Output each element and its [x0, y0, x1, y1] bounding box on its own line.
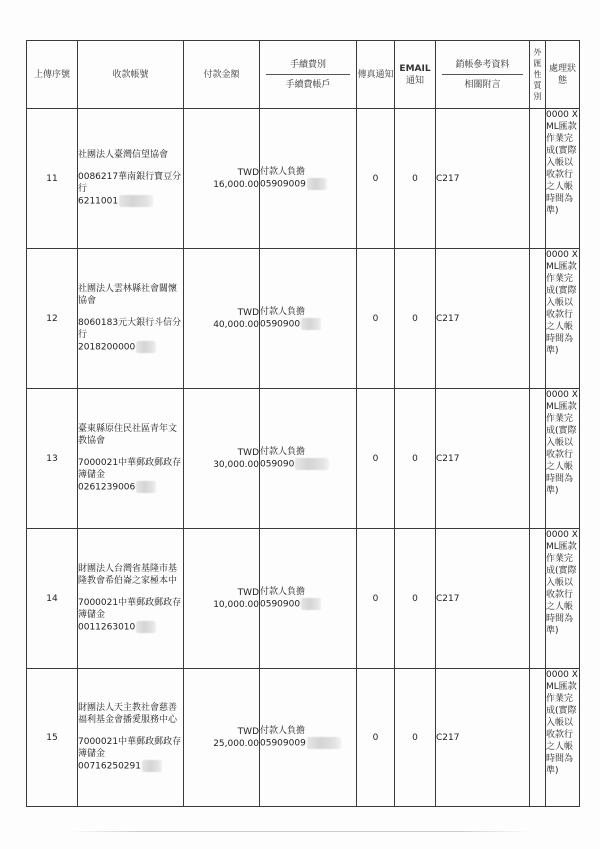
- status-cell: 0000 XML匯款作業完成(實際入帳以收款行之人帳時間為準): [546, 669, 580, 807]
- email-cell: 0: [395, 109, 436, 249]
- foreign-cell: [530, 109, 546, 249]
- fee-cell: [260, 669, 357, 807]
- payee-bank: 8060183元大銀行斗信分行: [78, 318, 182, 341]
- amount-cell: [184, 389, 260, 529]
- redaction-mark: [142, 760, 162, 772]
- header-foreign: 外匯性質別: [530, 41, 546, 109]
- payee-account: 0261239006: [78, 482, 136, 493]
- amount: 30,000.00: [213, 459, 259, 470]
- amount-cell: [184, 109, 260, 249]
- payee-bank: 7000021中華郵政郵政存簿儲金: [78, 598, 182, 621]
- ref-cell: C217: [436, 529, 530, 669]
- payee-account-line: [78, 621, 183, 634]
- email-cell: 0: [395, 529, 436, 669]
- payee-name: 社團法人雲林縣社會關懷協會: [78, 284, 178, 307]
- payee-cell: [78, 249, 184, 389]
- header-email-top: EMAIL: [399, 63, 431, 74]
- payee-account: 00716250291: [78, 761, 141, 772]
- redaction-mark: [301, 318, 321, 330]
- payee-bank: 7000021中華郵政郵政存簿儲金: [78, 458, 182, 481]
- foreign-cell: [530, 389, 546, 529]
- header-seq: 上傳序號: [27, 41, 78, 109]
- currency: TWD: [237, 447, 259, 458]
- fee-account-line: [260, 737, 356, 750]
- redaction-mark: [136, 621, 156, 633]
- payee-account-line: [78, 760, 183, 773]
- header-row: [27, 41, 580, 109]
- fee-cell: [260, 529, 357, 669]
- email-cell: 0: [395, 389, 436, 529]
- fax-cell: 0: [357, 249, 395, 389]
- fax-cell: 0: [357, 529, 395, 669]
- fee-type: 付款人負擔: [260, 167, 306, 178]
- remittance-table: [26, 40, 580, 807]
- currency: TWD: [237, 307, 259, 318]
- fee-type: 付款人負擔: [260, 307, 306, 318]
- amount-cell: [184, 249, 260, 389]
- payee-cell: [78, 669, 184, 807]
- scan-edge-line: [70, 831, 530, 832]
- fee-account: 05909009: [260, 738, 306, 749]
- status-cell: 0000 XML匯款作業完成(實際入帳以收款行之人帳時間為準): [546, 109, 580, 249]
- fee-account-line: [260, 458, 356, 471]
- header-account: 收款帳號: [78, 41, 184, 109]
- fee-account-line: [260, 318, 356, 331]
- payee-name: 財團法人天主教社會慈善福利基金會播愛服務中心: [78, 703, 178, 726]
- header-ref: [436, 41, 530, 109]
- table-row: [27, 389, 580, 529]
- fee-account-line: [260, 178, 356, 191]
- fee-cell: [260, 109, 357, 249]
- payee-account: 2018200000: [78, 342, 136, 353]
- table-row: [27, 529, 580, 669]
- payee-account: 6211001: [78, 196, 119, 207]
- header-fee-account: 手續費帳戶: [285, 79, 331, 90]
- redaction-mark: [136, 341, 156, 353]
- currency: TWD: [237, 587, 259, 598]
- amount: 40,000.00: [213, 319, 259, 330]
- table-row: [27, 669, 580, 807]
- status-cell: 0000 XML匯款作業完成(實際入帳以收款行之人帳時間為準): [546, 249, 580, 389]
- redaction-mark: [295, 458, 329, 470]
- amount: 16,000.00: [213, 179, 259, 190]
- ref-cell: C217: [436, 249, 530, 389]
- foreign-cell: [530, 669, 546, 807]
- fee-type: 付款人負擔: [260, 447, 306, 458]
- payee-account-line: [78, 195, 183, 208]
- seq-cell: 13: [27, 389, 78, 529]
- header-ref-bottom: 相關附言: [464, 79, 501, 90]
- table-row: [27, 109, 580, 249]
- foreign-cell: [530, 249, 546, 389]
- fax-cell: 0: [357, 109, 395, 249]
- seq-cell: 12: [27, 249, 78, 389]
- header-status: 處理狀態: [546, 41, 580, 109]
- payee-account-line: [78, 481, 183, 494]
- payee-account: 0011263010: [78, 622, 136, 633]
- fee-type: 付款人負擔: [260, 726, 306, 737]
- payee-account-line: [78, 341, 183, 354]
- seq-cell: 11: [27, 109, 78, 249]
- payee-cell: [78, 389, 184, 529]
- status-cell: 0000 XML匯款作業完成(實際入帳以收款行之人帳時間為準): [546, 389, 580, 529]
- redaction-mark: [307, 737, 341, 749]
- fee-cell: [260, 249, 357, 389]
- redaction-mark: [119, 195, 153, 207]
- currency: TWD: [237, 726, 259, 737]
- ref-cell: C217: [436, 669, 530, 807]
- fee-account: 0590900: [260, 599, 301, 610]
- header-email: [395, 41, 436, 109]
- payee-bank: 7000021中華郵政郵政存簿儲金: [78, 737, 182, 760]
- fee-type: 付款人負擔: [260, 587, 306, 598]
- header-email-bottom: 通知: [405, 75, 424, 86]
- fee-account: 05909009: [260, 179, 306, 190]
- header-fee-type: 手續費別: [266, 59, 350, 75]
- ref-cell: C217: [436, 109, 530, 249]
- header-fee: [260, 41, 357, 109]
- amount: 10,000.00: [213, 599, 259, 610]
- fee-cell: [260, 389, 357, 529]
- fax-cell: 0: [357, 669, 395, 807]
- header-amount: 付款金額: [184, 41, 260, 109]
- email-cell: 0: [395, 669, 436, 807]
- payee-cell: [78, 109, 184, 249]
- fee-account: 0590900: [260, 319, 301, 330]
- redaction-mark: [307, 178, 327, 190]
- ref-cell: C217: [436, 389, 530, 529]
- amount: 25,000.00: [213, 738, 259, 749]
- table-row: [27, 249, 580, 389]
- payee-bank: 0086217華南銀行寶豆分行: [78, 172, 182, 195]
- payee-name: 臺東縣原住民社區青年文教協會: [78, 424, 178, 447]
- seq-cell: 15: [27, 669, 78, 807]
- fee-account: 059090: [260, 459, 295, 470]
- fax-cell: 0: [357, 389, 395, 529]
- fee-account-line: [260, 598, 356, 611]
- redaction-mark: [136, 481, 156, 493]
- header-ref-top: 銷帳參考資料: [442, 59, 523, 75]
- email-cell: 0: [395, 249, 436, 389]
- payee-cell: [78, 529, 184, 669]
- amount-cell: [184, 669, 260, 807]
- foreign-cell: [530, 529, 546, 669]
- seq-cell: 14: [27, 529, 78, 669]
- redaction-mark: [301, 598, 321, 610]
- status-cell: 0000 XML匯款作業完成(實際入帳以收款行之人帳時間為準): [546, 529, 580, 669]
- payee-name: 財團法人台灣省基隆市基隆教會希伯崙之家極本中: [78, 564, 178, 587]
- header-fax: 傳真通知: [357, 41, 395, 109]
- currency: TWD: [237, 167, 259, 178]
- payee-name: 社團法人臺灣信望協會: [78, 150, 169, 161]
- amount-cell: [184, 529, 260, 669]
